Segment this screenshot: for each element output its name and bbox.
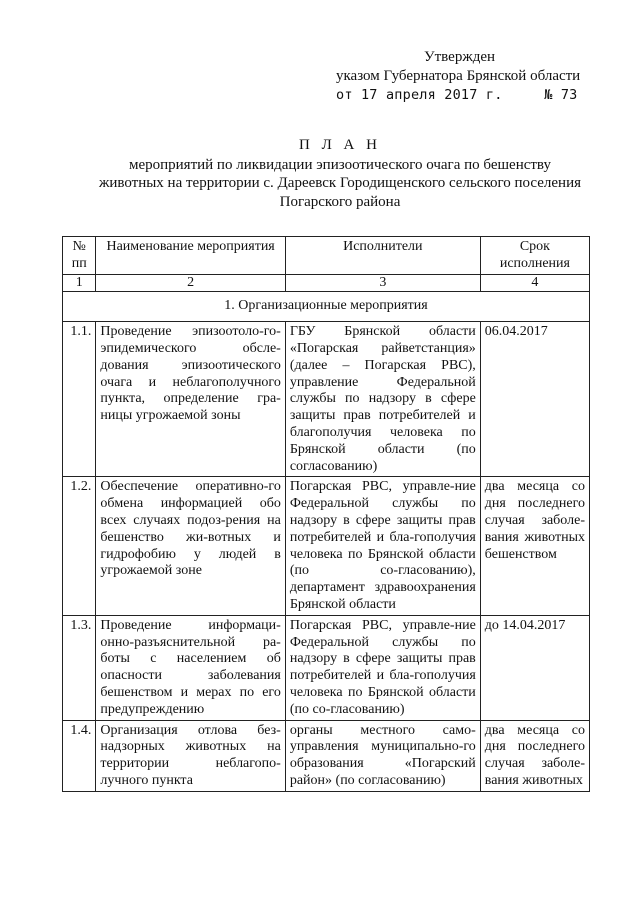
row-number: 1.1.: [63, 322, 96, 477]
header-number: № пп: [63, 237, 96, 275]
row-event: Проведение информаци-онно-разъяснительной ра-боты с населением об опасности заболевания бешенством и мерах по его предупреждению: [96, 615, 285, 720]
row-number: 1.2.: [63, 477, 96, 615]
row-executors: Погарская РВС, управле-ние Федеральной службы по надзору в сфере защиты прав потребителей и бла-гополучия человека по Брянской области (по со-гласованию), департамент здравоохранения Брянской области: [285, 477, 480, 615]
title-line-2: животных на территории с. Дареевск Городищенского сельского поселения: [98, 175, 582, 191]
row-deadline: два месяца со дня последнего случая заболе-вания животных бешенством: [480, 477, 589, 615]
approval-stamp: [336, 48, 580, 105]
header-deadline: Срок исполнения: [480, 237, 589, 275]
table-row: [63, 322, 590, 477]
table-row: [63, 615, 590, 720]
table-index-row: [63, 274, 590, 292]
row-number: 1.4.: [63, 720, 96, 791]
approval-line-approved: Утвержден: [424, 49, 496, 65]
row-deadline: два месяца со дня последнего случая заболе-вания животных: [480, 720, 589, 791]
row-event: Обеспечение оперативно-го обмена информацией обо всех случаях подоз-рения на бешенство жи-вотных и гидрофобию у людей в угрожаемой зоне: [96, 477, 285, 615]
index-cell: 2: [96, 274, 285, 292]
index-cell: 1: [63, 274, 96, 292]
section-title: 1. Организационные мероприятия: [63, 292, 590, 322]
approval-line-date-number: от 17 апреля 2017 г. № 73: [336, 87, 578, 103]
index-cell: 3: [285, 274, 480, 292]
table-row: [63, 720, 590, 791]
title-line-3: Погарского района: [279, 193, 401, 210]
row-deadline: 06.04.2017: [480, 322, 589, 477]
row-number: 1.3.: [63, 615, 96, 720]
table-row: [63, 477, 590, 615]
row-executors: Погарская РВС, управле-ние Федеральной службы по надзору в сфере защиты прав потребителей и бла-гополучия человека по Брянской области (по со-гласованию): [285, 615, 480, 720]
document-title: [60, 136, 620, 211]
title-line-1: мероприятий по ликвидации эпизоотического очага по бешенству: [128, 156, 552, 173]
row-event: Проведение эпизоотоло-го-эпидемического обсле-дования эпизоотического очага и неблагополучного пункта, определение гра-ницы угрожаемой зоны: [96, 322, 285, 477]
header-executors: Исполнители: [285, 237, 480, 275]
plan-table: [62, 236, 590, 792]
index-cell: 4: [480, 274, 589, 292]
row-event: Организация отлова без-надзорных животных на территории неблагопо-лучного пункта: [96, 720, 285, 791]
row-executors: ГБУ Брянской области «Погарская райветстанция» (далее – Погарская РВС), управление Федеральной службы по надзору в сфере защиты прав потребителей и благополучия человека по Брянской области (по согласованию): [285, 322, 480, 477]
section-row: [63, 292, 590, 322]
header-event: Наименование мероприятия: [96, 237, 285, 275]
row-executors: органы местного само-управления муниципально-го образования «Погарский район» (по согласованию): [285, 720, 480, 791]
table-header-row: [63, 237, 590, 275]
title-plan: П Л А Н: [299, 137, 381, 153]
approval-line-decree: указом Губернатора Брянской области: [336, 68, 581, 84]
row-deadline: до 14.04.2017: [480, 615, 589, 720]
